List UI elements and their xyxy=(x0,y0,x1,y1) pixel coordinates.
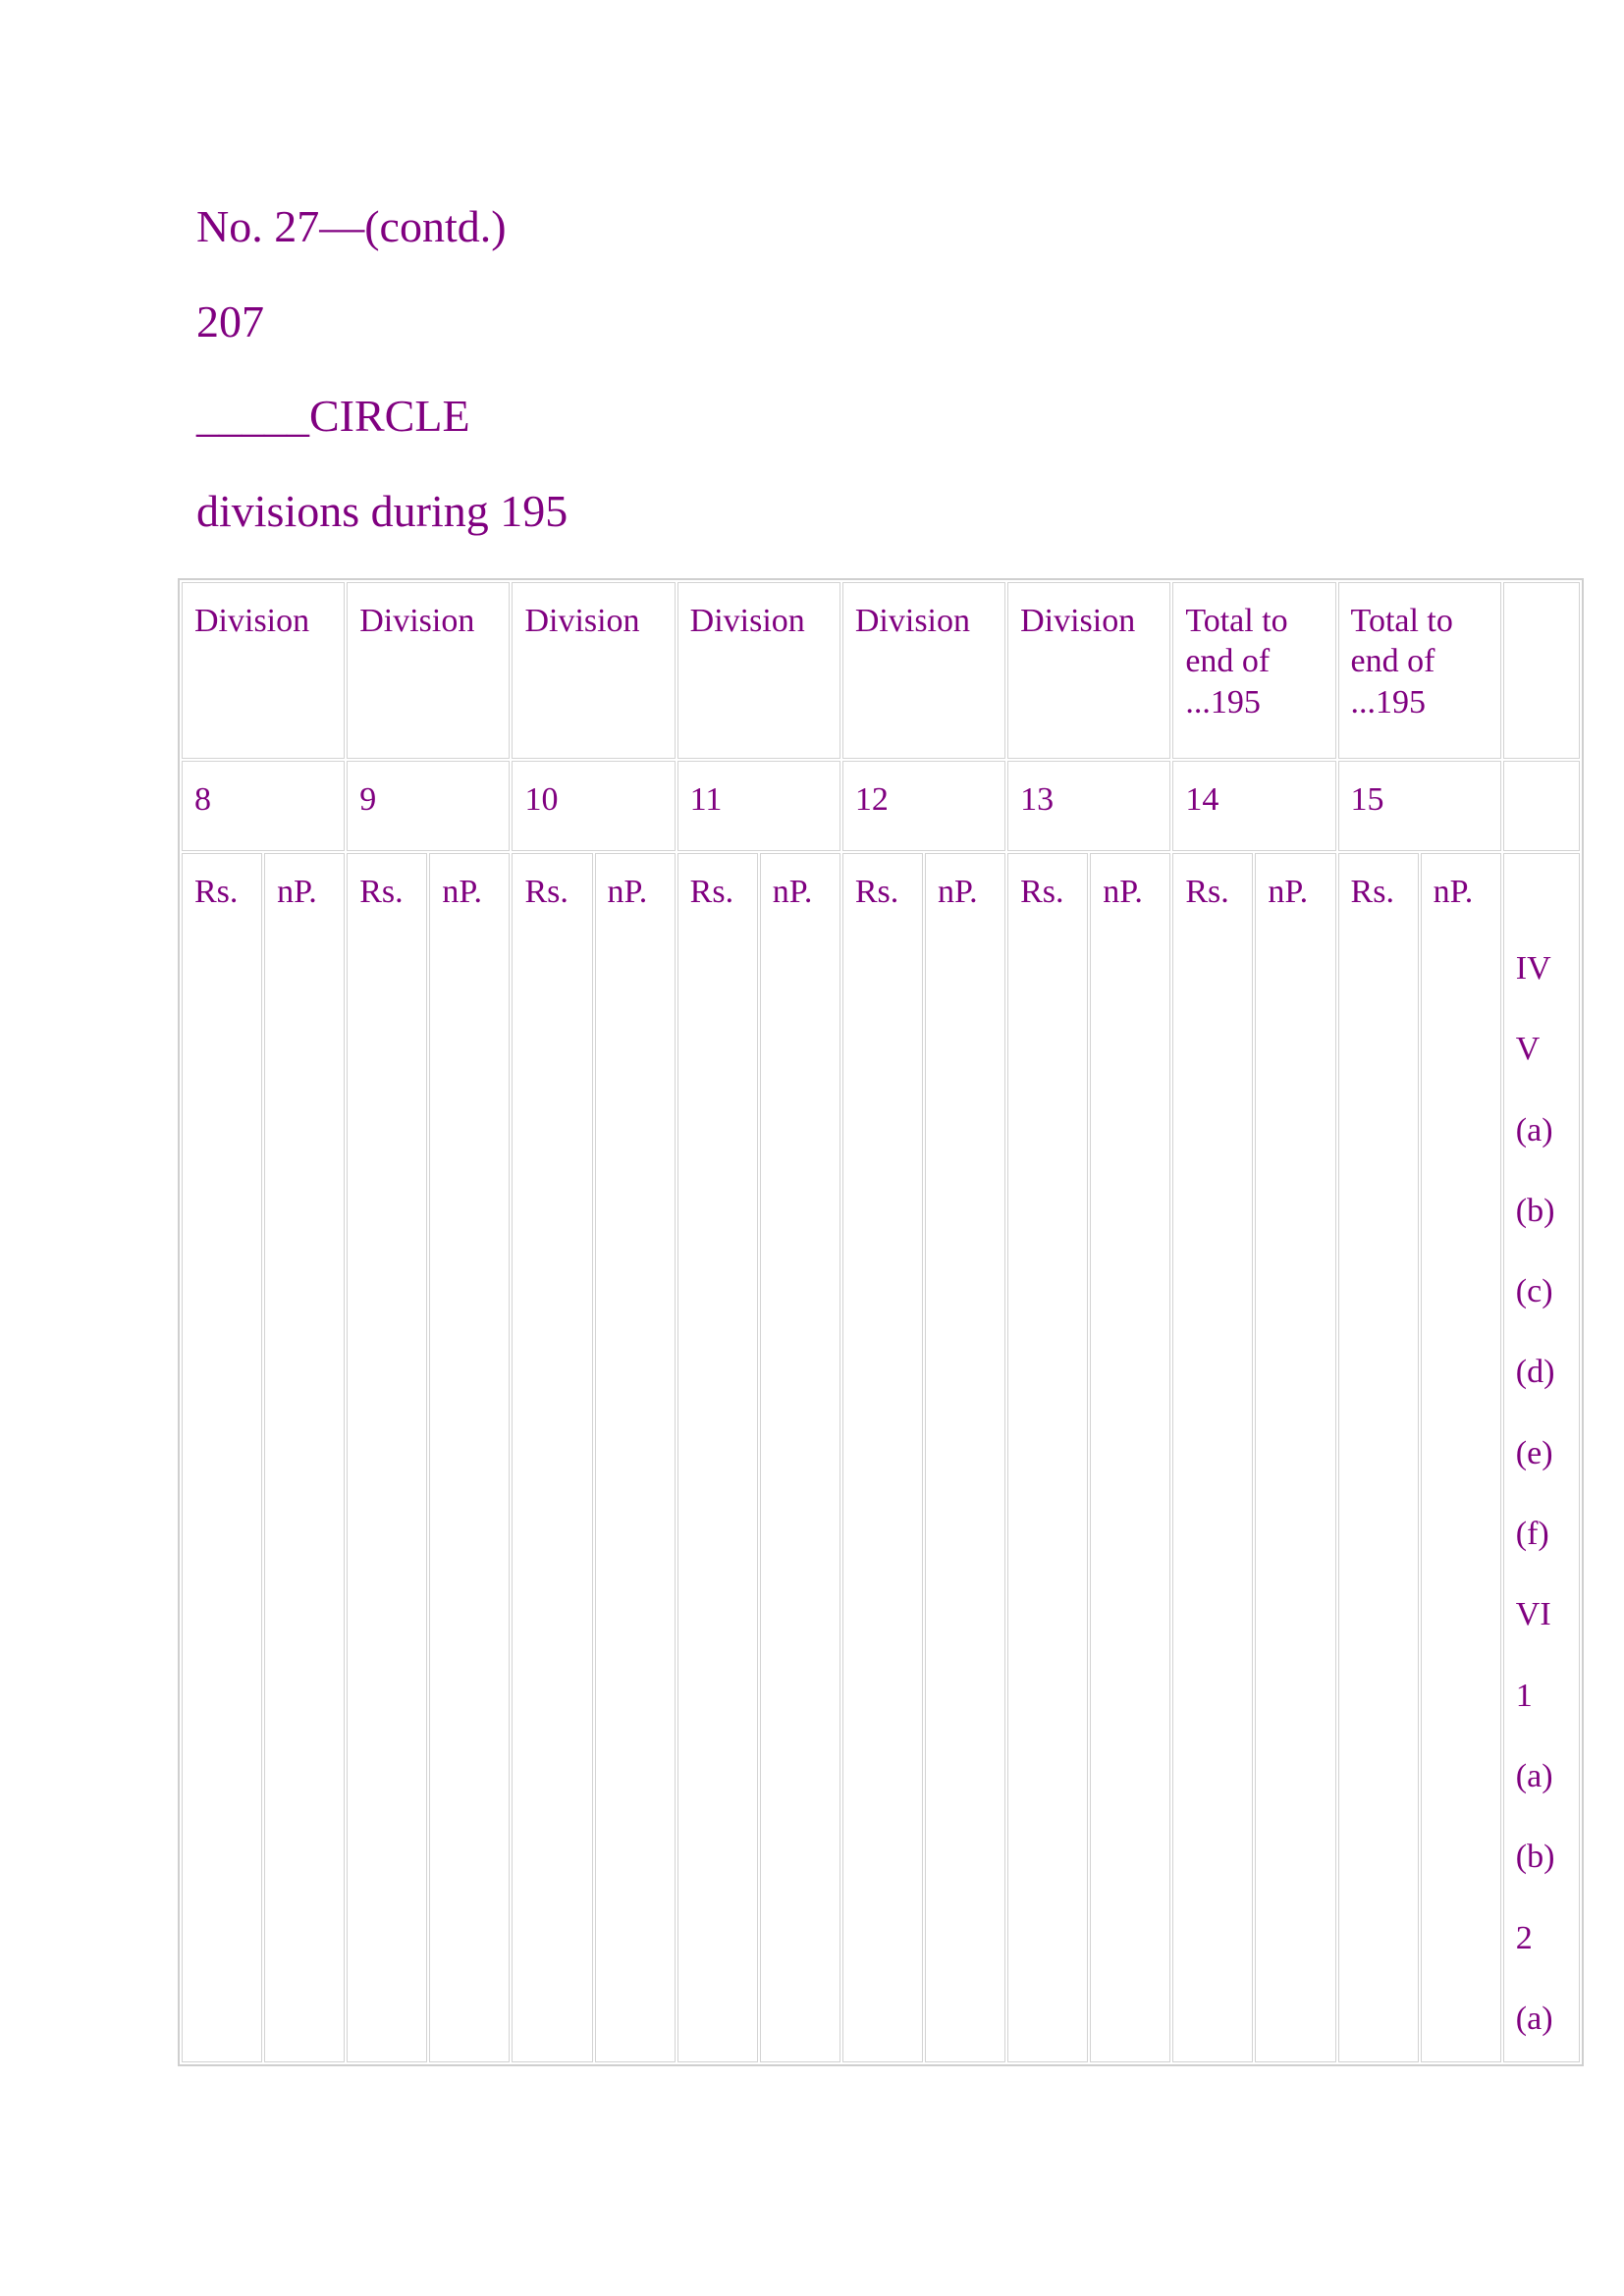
index-column xyxy=(1503,853,1580,2062)
unit-row xyxy=(182,853,1580,2062)
divisions-heading: divisions during 195 xyxy=(196,486,568,536)
rupees-cell: Rs. xyxy=(512,853,592,2062)
column-header: Division xyxy=(182,582,345,759)
column-number: 10 xyxy=(512,761,675,851)
page-number: 207 xyxy=(196,296,264,347)
column-header: Division xyxy=(842,582,1005,759)
column-number: 9 xyxy=(347,761,510,851)
rupees-cell: Rs. xyxy=(677,853,758,2062)
header-row xyxy=(182,582,1580,759)
circle-heading: _____CIRCLE xyxy=(196,391,470,441)
index-label: (d) xyxy=(1515,1354,1555,1391)
form-number-heading: No. 27—(contd.) xyxy=(196,201,507,251)
naye-paise-cell: nP. xyxy=(429,853,510,2062)
accounts-table xyxy=(178,578,1584,2066)
index-label: 2 xyxy=(1515,1919,1533,1956)
rupees-cell: Rs. xyxy=(842,853,923,2062)
index-label: (a) xyxy=(1515,2000,1553,2037)
index-number-cell xyxy=(1503,761,1580,851)
index-label: VI xyxy=(1515,1596,1551,1633)
column-number: 8 xyxy=(182,761,345,851)
naye-paise-cell: nP. xyxy=(1421,853,1501,2062)
index-label: (a) xyxy=(1515,1111,1553,1148)
index-label: (b) xyxy=(1515,1192,1555,1229)
naye-paise-cell: nP. xyxy=(1255,853,1335,2062)
rupees-cell: Rs. xyxy=(347,853,427,2062)
rupees-cell: Rs. xyxy=(182,853,262,2062)
naye-paise-cell: nP. xyxy=(760,853,840,2062)
index-label: (b) xyxy=(1515,1839,1555,1876)
column-number: 13 xyxy=(1007,761,1170,851)
naye-paise-cell: nP. xyxy=(1090,853,1170,2062)
naye-paise-cell: nP. xyxy=(595,853,676,2062)
naye-paise-cell: nP. xyxy=(264,853,345,2062)
column-header: Division xyxy=(512,582,675,759)
column-header: Division xyxy=(677,582,840,759)
column-header: Division xyxy=(347,582,510,759)
index-label: IV xyxy=(1515,950,1551,987)
column-number: 12 xyxy=(842,761,1005,851)
rupees-cell: Rs. xyxy=(1172,853,1253,2062)
column-number: 14 xyxy=(1172,761,1335,851)
column-header-total: Total to end of ...195 xyxy=(1338,582,1501,759)
index-label: 1 xyxy=(1515,1677,1533,1714)
column-number: 15 xyxy=(1338,761,1501,851)
index-label: V xyxy=(1515,1031,1541,1068)
rupees-cell: Rs. xyxy=(1338,853,1419,2062)
column-header-total: Total to end of ...195 xyxy=(1172,582,1335,759)
index-label: (f) xyxy=(1515,1516,1549,1553)
column-number-row xyxy=(182,761,1580,851)
index-label: (a) xyxy=(1515,1757,1553,1794)
index-label: (e) xyxy=(1515,1434,1553,1471)
column-header: Division xyxy=(1007,582,1170,759)
column-number: 11 xyxy=(677,761,840,851)
index-header-cell xyxy=(1503,582,1580,759)
rupees-cell: Rs. xyxy=(1007,853,1088,2062)
naye-paise-cell: nP. xyxy=(925,853,1005,2062)
index-label: (c) xyxy=(1515,1273,1553,1310)
